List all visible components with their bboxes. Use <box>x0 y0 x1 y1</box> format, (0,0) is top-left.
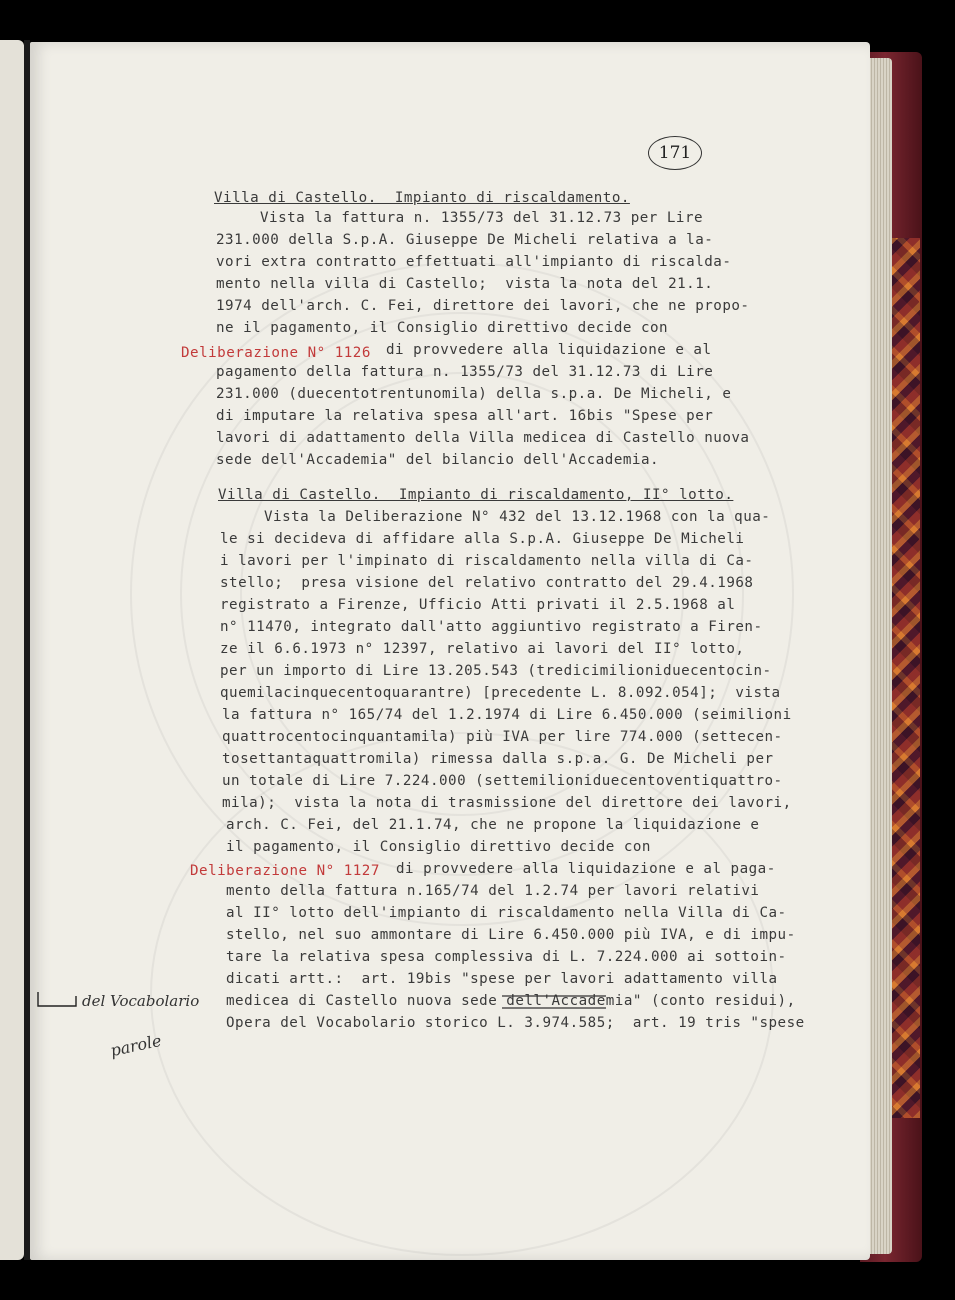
body-line: di provvedere alla liquidazione e al <box>386 342 712 358</box>
body-line: dicati artt.: art. 19bis "spese per lavori adattamento villa <box>226 971 778 987</box>
body-line: le si decideva di affidare alla S.p.A. Giuseppe De Micheli <box>220 531 745 547</box>
body-line: quattrocentocinquantamila) più IVA per lire 774.000 (settecen- <box>222 729 783 745</box>
body-line: Opera del Vocabolario storico L. 3.974.585; art. 19 tris "spese <box>226 1015 805 1031</box>
body-line: arch. C. Fei, del 21.1.74, che ne propone la liquidazione e <box>226 817 760 833</box>
body-line: il pagamento, il Consiglio direttivo decide con <box>226 839 651 855</box>
body-line: Vista la Deliberazione N° 432 del 13.12.1968 con la qua- <box>264 509 771 525</box>
deliberation-label: Deliberazione N° 1126 <box>181 345 371 361</box>
body-line: tare la relativa spesa complessiva di L. 7.224.000 ai sottoin- <box>226 949 787 965</box>
body-line: 1974 dell'arch. C. Fei, direttore dei lavori, che ne propo- <box>216 298 750 314</box>
body-line: pagamento della fattura n. 1355/73 del 31.12.73 di Lire <box>216 364 714 380</box>
body-line: mento nella villa di Castello; vista la nota del 21.1. <box>216 276 714 292</box>
body-line: tosettantaquattromila) rimessa dalla s.p.a. G. De Micheli per <box>222 751 774 767</box>
body-line: stello; presa visione del relativo contratto del 29.4.1968 <box>220 575 754 591</box>
body-line: i lavori per l'impinato di riscaldamento nella villa di Ca- <box>220 553 754 569</box>
body-line: ne il pagamento, il Consiglio direttivo decide con <box>216 320 669 336</box>
margin-note: parole <box>108 1030 164 1061</box>
body-line: lavori di adattamento della Villa medicea di Castello nuova <box>216 430 750 446</box>
marbled-endpaper <box>890 238 920 1118</box>
section-title: Villa di Castello. Impianto di riscaldamento. <box>214 190 630 206</box>
body-line: di provvedere alla liquidazione e al paga- <box>396 861 776 877</box>
body-line: al II° lotto dell'impianto di riscaldamento nella Villa di Ca- <box>226 905 787 921</box>
body-line: di imputare la relativa spesa all'art. 16bis "Spese per <box>216 408 714 424</box>
body-line: mento della fattura n.165/74 del 1.2.74 per lavori relativi <box>226 883 760 899</box>
body-line: sede dell'Accademia" del bilancio dell'Accademia. <box>216 452 660 468</box>
body-line: Vista la fattura n. 1355/73 del 31.12.73 per Lire <box>260 210 704 226</box>
body-line: medicea di Castello nuova sede dell'Accademia" (conto residui), <box>226 993 796 1009</box>
body-line: quemilacinquecentoquarantre) [precedente L. 8.092.054]; vista <box>220 685 781 701</box>
body-line: ze il 6.6.1973 n° 12397, relativo ai lavori del II° lotto, <box>220 641 745 657</box>
insertion-mark <box>36 990 80 1010</box>
body-line: 231.000 (duecentotrentunomila) della s.p.a. De Micheli, e <box>216 386 732 402</box>
margin-note: del Vocabolario <box>82 992 200 1010</box>
body-line: per un importo di Lire 13.205.543 (tredicimilioniduecentocin- <box>220 663 772 679</box>
left-page-edge <box>0 40 24 1260</box>
body-line: stello, nel suo ammontare di Lire 6.450.000 più IVA, e di impu- <box>226 927 796 943</box>
body-line: un totale di Lire 7.224.000 (settemilioniduecentoventiquattro- <box>222 773 783 789</box>
body-line: registrato a Firenze, Ufficio Atti privati il 2.5.1968 al <box>220 597 736 613</box>
body-line: mila); vista la nota di trasmissione del direttore dei lavori, <box>222 795 792 811</box>
body-line: la fattura n° 165/74 del 1.2.1974 di Lire 6.450.000 (seimilioni <box>222 707 792 723</box>
section-title: Villa di Castello. Impianto di riscaldamento, II° lotto. <box>218 487 734 503</box>
body-line: 231.000 della S.p.A. Giuseppe De Micheli relativa a la- <box>216 232 714 248</box>
body-line: n° 11470, integrato dall'atto aggiuntivo registrato a Firen- <box>220 619 763 635</box>
deliberation-label: Deliberazione N° 1127 <box>190 863 380 879</box>
body-line: vori extra contratto effettuati all'impianto di riscalda- <box>216 254 732 270</box>
page-number: 171 <box>648 136 702 170</box>
handwritten-strike <box>500 986 610 1016</box>
